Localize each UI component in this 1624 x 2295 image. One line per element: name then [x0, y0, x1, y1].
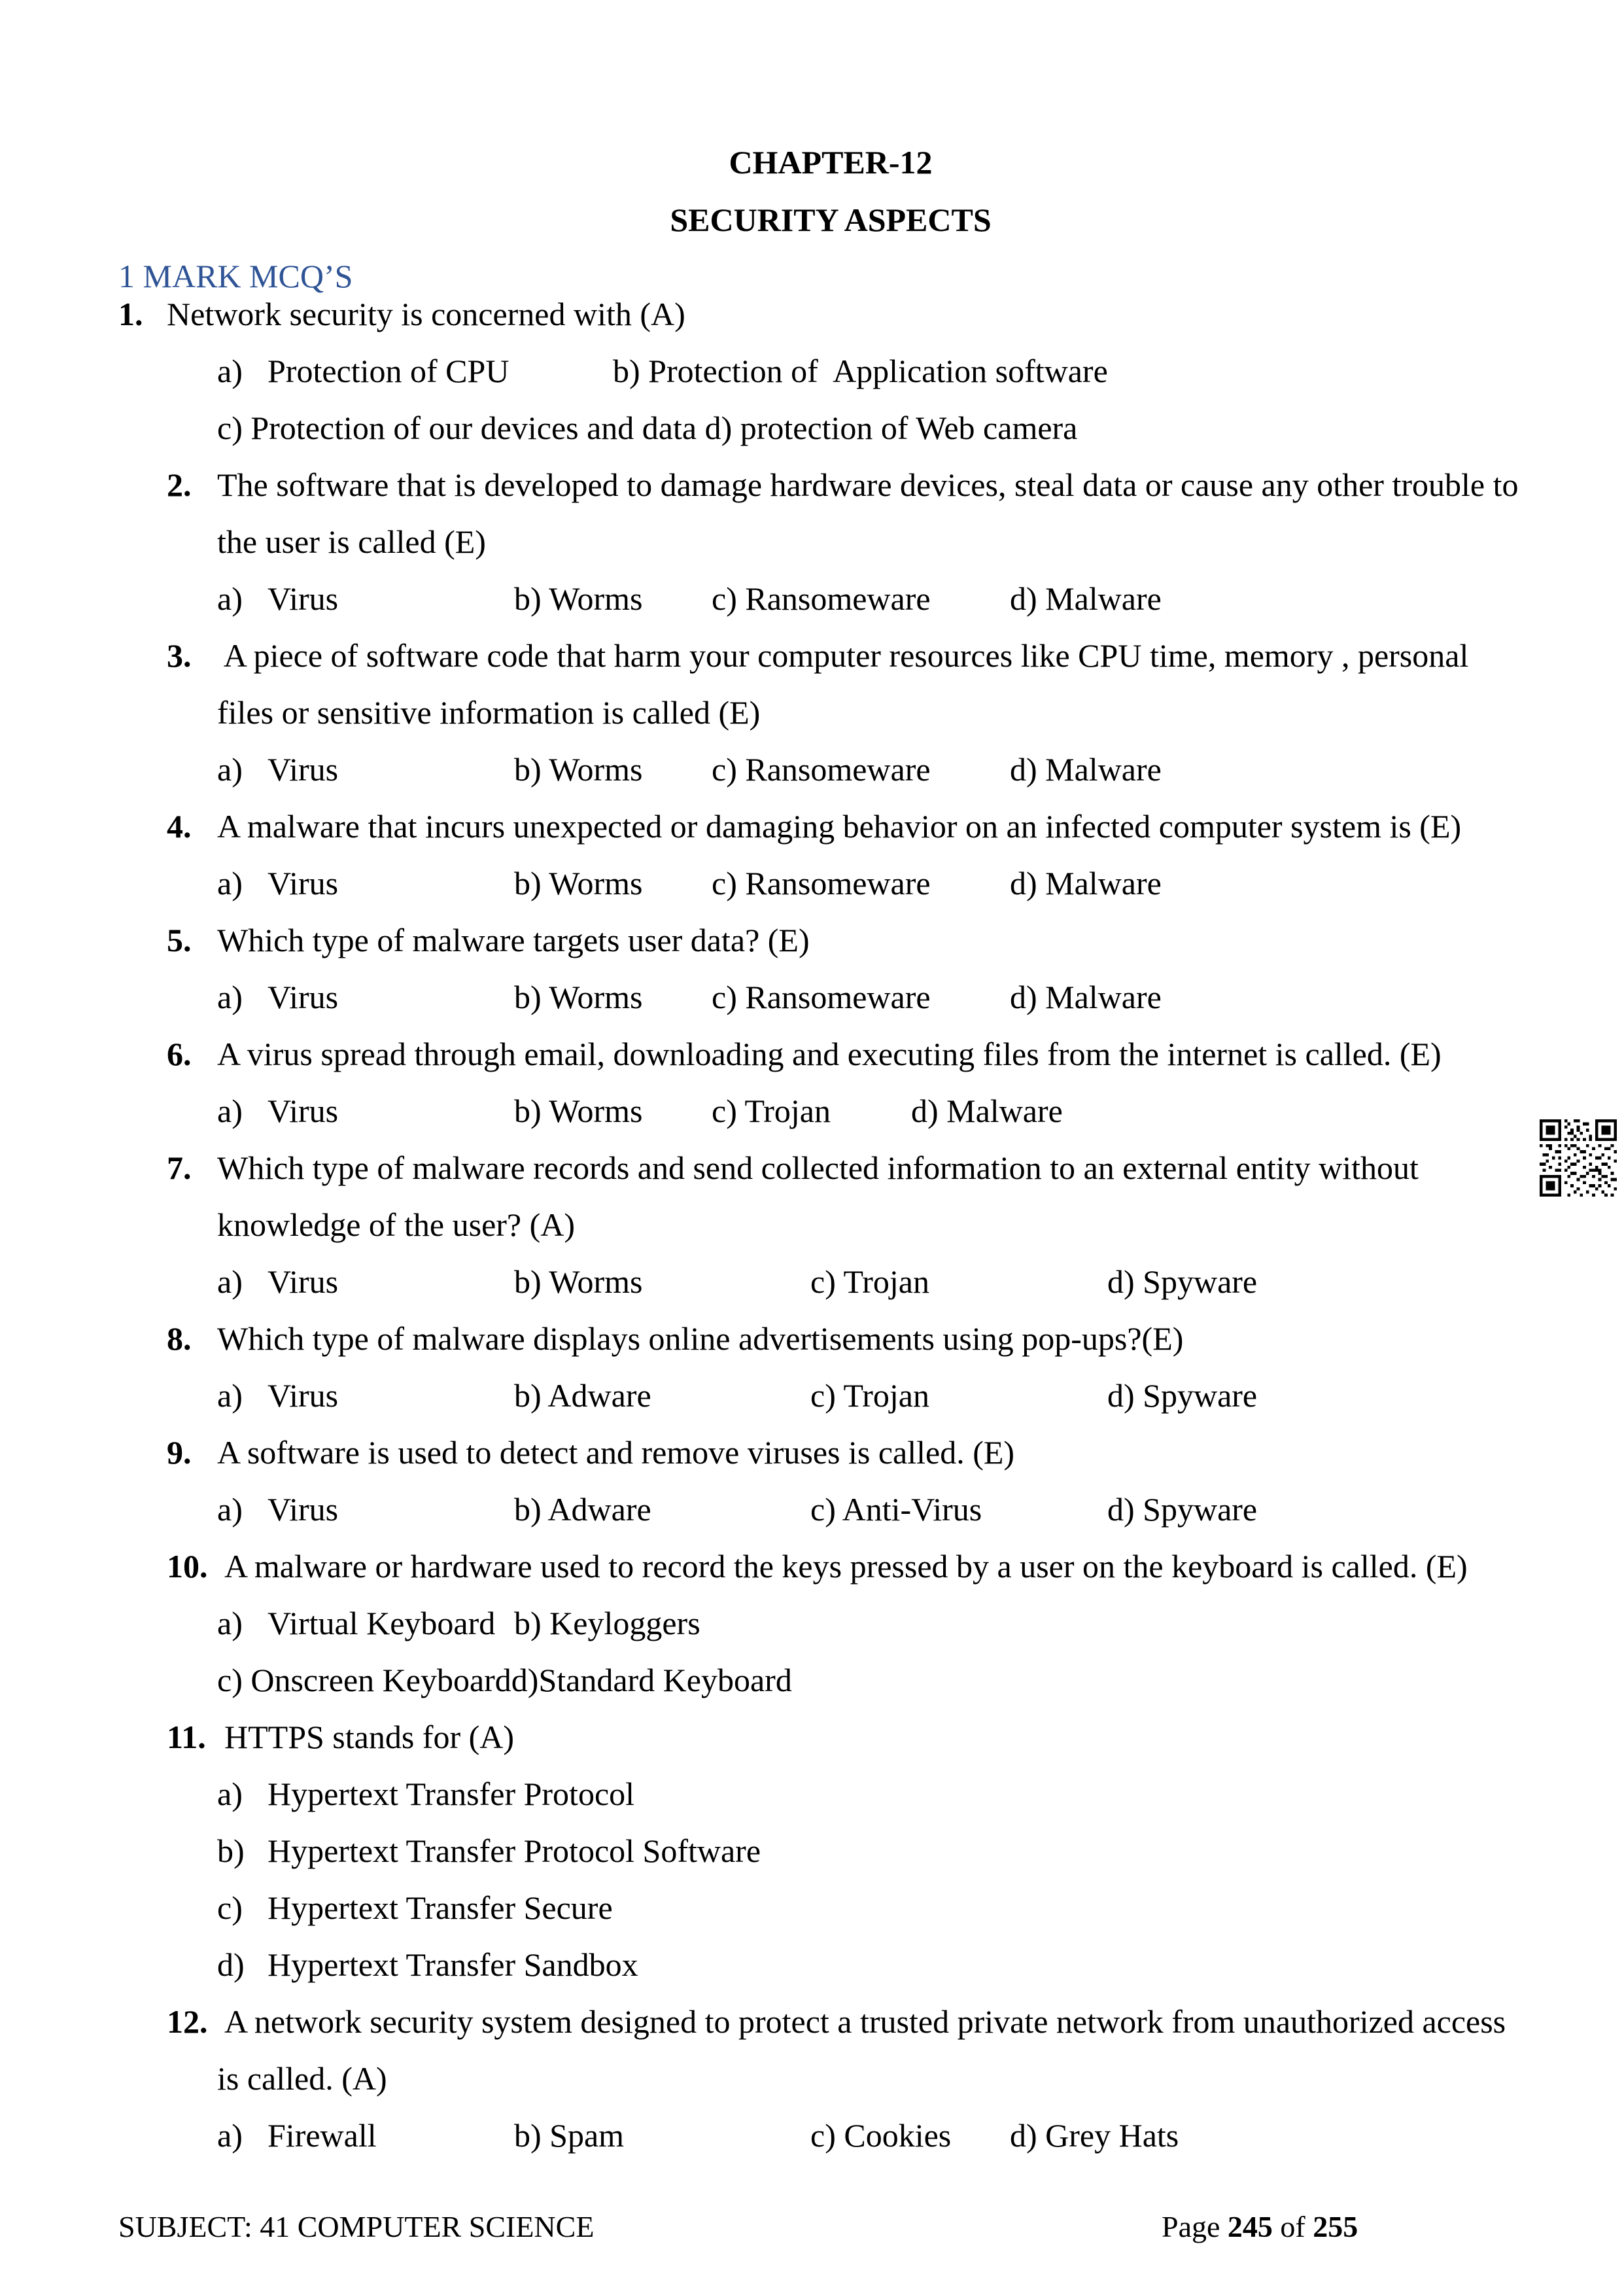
- question-text: knowledge of the user? (A): [217, 1206, 576, 1243]
- option-label: d): [1107, 1491, 1135, 1528]
- options-row: [0, 1936, 1624, 1993]
- option-text: Virtual Keyboard: [268, 1605, 496, 1641]
- question: [0, 1140, 1624, 1310]
- option: [712, 855, 931, 912]
- option-label: d): [1010, 979, 1037, 1015]
- option-label: a): [217, 2117, 243, 2154]
- options-row: [0, 1083, 1624, 1140]
- option-label: c): [810, 1263, 836, 1300]
- question-line: [0, 1538, 1624, 1595]
- question-line: [0, 457, 1624, 514]
- option: [514, 1595, 700, 1652]
- option-label: b): [514, 2117, 542, 2154]
- option-text: Ransomeware: [745, 751, 931, 788]
- question-line: [0, 1709, 1624, 1766]
- options-row: [0, 1595, 1624, 1652]
- question-text: Which type of malware displays online advertisements using pop-ups?(E): [217, 1320, 1184, 1357]
- page-total: 255: [1313, 2210, 1358, 2243]
- question-number: 8.: [167, 1320, 192, 1357]
- option-label: a): [217, 1605, 243, 1641]
- options-row: [0, 400, 1624, 457]
- option-text: Malware: [1045, 865, 1162, 902]
- option-label: a): [217, 353, 243, 389]
- page-of: of: [1280, 2210, 1305, 2243]
- option-text: Keyloggers: [549, 1605, 700, 1641]
- option-label: a): [217, 580, 243, 617]
- option-text: Worms: [549, 865, 643, 902]
- options-row: [0, 741, 1624, 798]
- question-text: A piece of software code that harm your computer resources like CPU time, memory , personal: [217, 637, 1469, 674]
- option-label: b): [514, 1093, 542, 1129]
- option-label: c): [712, 1093, 737, 1129]
- option-text: Spyware: [1143, 1263, 1258, 1300]
- option-label: a): [217, 751, 243, 788]
- option: [810, 1367, 929, 1424]
- question: [0, 1709, 1624, 1993]
- options-row: [0, 1880, 1624, 1936]
- option: [514, 2107, 624, 2164]
- option: [514, 855, 642, 912]
- question-text: A virus spread through email, downloading and executing files from the internet is called. (E): [217, 1036, 1442, 1072]
- option: [911, 1083, 1063, 1140]
- option-label: b): [514, 751, 542, 788]
- question-line: [0, 1424, 1624, 1481]
- question: [0, 1310, 1624, 1424]
- option-text: Cookies: [844, 2117, 952, 2154]
- question-line: [0, 1197, 1624, 1253]
- option-label: a): [217, 1491, 243, 1528]
- option-label: b): [514, 1263, 542, 1300]
- question-line: [0, 912, 1624, 969]
- option-text: Protection of our devices and data: [251, 410, 697, 446]
- options-row: [0, 1367, 1624, 1424]
- option-label: c): [217, 410, 243, 446]
- page-current: 245: [1227, 2210, 1273, 2243]
- question-text: HTTPS stands for (A): [224, 1719, 515, 1755]
- question-text: Network security is concerned with (A): [167, 296, 685, 332]
- question-text: Which type of malware targets user data? (E): [217, 922, 810, 958]
- option-text: Trojan: [843, 1263, 929, 1300]
- option-label: a): [217, 979, 243, 1015]
- option-label: b): [613, 353, 640, 389]
- option-group: [217, 1652, 792, 1709]
- option-text: Hypertext Transfer Protocol: [268, 1776, 635, 1812]
- question-text: is called. (A): [217, 2060, 387, 2097]
- footer-page-number: [1162, 2207, 1358, 2247]
- option-group: [217, 400, 1077, 457]
- question-text: Which type of malware records and send collected information to an external entity without: [217, 1149, 1419, 1186]
- options-row: [0, 1481, 1624, 1538]
- option-label: c): [712, 979, 737, 1015]
- options-row: [0, 343, 1624, 400]
- options-row: [0, 2107, 1624, 2164]
- option-label: c): [217, 1662, 243, 1698]
- options-row: [0, 570, 1624, 627]
- question: [0, 1993, 1624, 2164]
- option: [514, 1083, 642, 1140]
- option-label: b): [514, 1377, 542, 1414]
- question-number: 7.: [167, 1149, 192, 1186]
- option-label: b): [514, 1491, 542, 1528]
- option-text: Firewall: [268, 2117, 377, 2154]
- option-label: b): [514, 1605, 542, 1641]
- options-row: [0, 1253, 1624, 1310]
- question-number: 2.: [167, 466, 192, 503]
- question-number: 12.: [167, 2003, 208, 2040]
- options-row: [0, 969, 1624, 1026]
- option: [1010, 855, 1162, 912]
- section-heading: 1 MARK MCQ’S: [118, 258, 353, 294]
- option-text: Adware: [547, 1491, 651, 1528]
- option: [1107, 1253, 1257, 1310]
- question: [0, 627, 1624, 798]
- question-line: [0, 1310, 1624, 1367]
- question-text: A software is used to detect and remove viruses is called. (E): [217, 1434, 1015, 1471]
- option-label: d): [1010, 580, 1037, 617]
- option-text: Trojan: [744, 1093, 831, 1129]
- footer-subject: SUBJECT: 41 COMPUTER SCIENCE: [118, 2210, 595, 2243]
- option-text: Worms: [549, 580, 643, 617]
- option-text: Protection of CPU: [268, 353, 510, 389]
- question: [0, 457, 1624, 627]
- option-text: Virus: [268, 580, 339, 617]
- option-label: d): [704, 410, 733, 446]
- question-line: [0, 627, 1624, 684]
- question-line: [0, 798, 1624, 855]
- option: [1010, 741, 1162, 798]
- option-text: Virus: [268, 1491, 339, 1528]
- question-line: [0, 286, 1624, 343]
- option: [514, 1253, 642, 1310]
- option-label: d): [217, 1946, 245, 1983]
- option-text: protection of Web camera: [740, 410, 1078, 446]
- question-line: [0, 514, 1624, 570]
- option-label: d): [911, 1093, 939, 1129]
- options-row: [0, 1652, 1624, 1709]
- question-number: 1.: [118, 296, 143, 332]
- option-text: Worms: [549, 979, 643, 1015]
- option-text: Virus: [268, 979, 339, 1015]
- option: [514, 1481, 651, 1538]
- question-line: [0, 1026, 1624, 1083]
- option-label: c): [712, 580, 737, 617]
- question-line: [0, 684, 1624, 741]
- option: [514, 969, 642, 1026]
- chapter-subtitle: SECURITY ASPECTS: [670, 201, 992, 238]
- option-text: Virus: [268, 1093, 339, 1129]
- option-text: Hypertext Transfer Protocol Software: [268, 1832, 761, 1869]
- option: [514, 1367, 651, 1424]
- option-text: Spyware: [1143, 1491, 1258, 1528]
- option: [1010, 969, 1162, 1026]
- option-text: Protection of Application software: [648, 353, 1108, 389]
- question-text: the user is called (E): [217, 523, 486, 560]
- option-text: Standard Keyboard: [538, 1662, 792, 1698]
- option-text: Anti-Virus: [842, 1491, 982, 1528]
- option-text: Ransomeware: [745, 580, 931, 617]
- option-label: d): [1107, 1377, 1135, 1414]
- question: [0, 1424, 1624, 1538]
- option: [613, 343, 1108, 400]
- question-line: [0, 1140, 1624, 1197]
- question: [0, 798, 1624, 912]
- option-text: Spyware: [1143, 1377, 1258, 1414]
- option: [712, 969, 931, 1026]
- question: [0, 1538, 1624, 1709]
- option: [1010, 570, 1162, 627]
- option: [1010, 2107, 1179, 2164]
- option-text: Virus: [268, 1263, 339, 1300]
- question-list: [0, 286, 1624, 2164]
- option: [514, 741, 642, 798]
- option-text: Malware: [1045, 751, 1162, 788]
- question-line: [0, 1993, 1624, 2050]
- question-number: 9.: [167, 1434, 192, 1471]
- option-label: c): [810, 1491, 836, 1528]
- option-label: a): [217, 1776, 243, 1812]
- option-text: Malware: [1045, 580, 1162, 617]
- option-label: b): [514, 865, 542, 902]
- option-text: Virus: [268, 865, 339, 902]
- page-label: Page: [1162, 2210, 1220, 2243]
- option-label: b): [217, 1832, 245, 1869]
- question-line: [0, 2050, 1624, 2107]
- question-text: files or sensitive information is called (E): [217, 694, 761, 731]
- option-label: a): [217, 865, 243, 902]
- option-text: Ransomeware: [745, 979, 931, 1015]
- option-label: a): [217, 1377, 243, 1414]
- option: [1107, 1481, 1257, 1538]
- option-text: Virus: [268, 751, 339, 788]
- question-number: 5.: [167, 922, 192, 958]
- option-text: Worms: [549, 1093, 643, 1129]
- option-label: d): [511, 1662, 539, 1698]
- chapter-title: CHAPTER-12: [729, 144, 933, 181]
- option: [1107, 1367, 1257, 1424]
- option-text: Hypertext Transfer Sandbox: [268, 1946, 638, 1983]
- question-number: 3.: [167, 637, 192, 674]
- option-label: a): [217, 1263, 243, 1300]
- question-text: A malware that incurs unexpected or damaging behavior on an infected computer system is (E): [217, 808, 1462, 845]
- option-label: d): [1107, 1263, 1135, 1300]
- option-label: d): [1010, 865, 1037, 902]
- option-text: Spam: [549, 2117, 625, 2154]
- question: [0, 1026, 1624, 1140]
- option-label: d): [1010, 2117, 1037, 2154]
- option-label: b): [514, 580, 542, 617]
- option-label: b): [514, 979, 542, 1015]
- option: [810, 2107, 951, 2164]
- options-row: [0, 855, 1624, 912]
- option-label: a): [217, 1093, 243, 1129]
- option-text: Adware: [547, 1377, 651, 1414]
- question-text: A malware or hardware used to record the keys pressed by a user on the keyboard is called. (E): [224, 1548, 1468, 1585]
- option-text: Grey Hats: [1045, 2117, 1179, 2154]
- option: [514, 570, 642, 627]
- option-text: Hypertext Transfer Secure: [268, 1889, 613, 1926]
- option-text: Malware: [946, 1093, 1063, 1129]
- question-number: 10.: [167, 1548, 208, 1585]
- question-number: 6.: [167, 1036, 192, 1072]
- option-text: Malware: [1045, 979, 1162, 1015]
- option-text: Trojan: [843, 1377, 929, 1414]
- option-text: Worms: [549, 751, 643, 788]
- question-text: A network security system designed to protect a trusted private network from unauthorized access: [224, 2003, 1506, 2040]
- question-number: 11.: [167, 1719, 206, 1755]
- option-label: c): [712, 751, 737, 788]
- question-number: 4.: [167, 808, 192, 845]
- option: [712, 1083, 831, 1140]
- question: [0, 912, 1624, 1026]
- option: [712, 570, 931, 627]
- option-text: Worms: [549, 1263, 643, 1300]
- option-label: c): [217, 1889, 243, 1926]
- option-text: Ransomeware: [745, 865, 931, 902]
- question-text: The software that is developed to damage hardware devices, steal data or cause any other trouble to: [217, 466, 1519, 503]
- option: [712, 741, 931, 798]
- question: [0, 286, 1624, 457]
- option-text: Onscreen Keyboard: [251, 1662, 511, 1698]
- options-row: [0, 1823, 1624, 1880]
- option-label: c): [810, 1377, 836, 1414]
- options-row: [0, 1766, 1624, 1823]
- option-label: d): [1010, 751, 1037, 788]
- option: [810, 1481, 982, 1538]
- option-text: Virus: [268, 1377, 339, 1414]
- option-label: c): [810, 2117, 836, 2154]
- option-label: c): [712, 865, 737, 902]
- option: [810, 1253, 929, 1310]
